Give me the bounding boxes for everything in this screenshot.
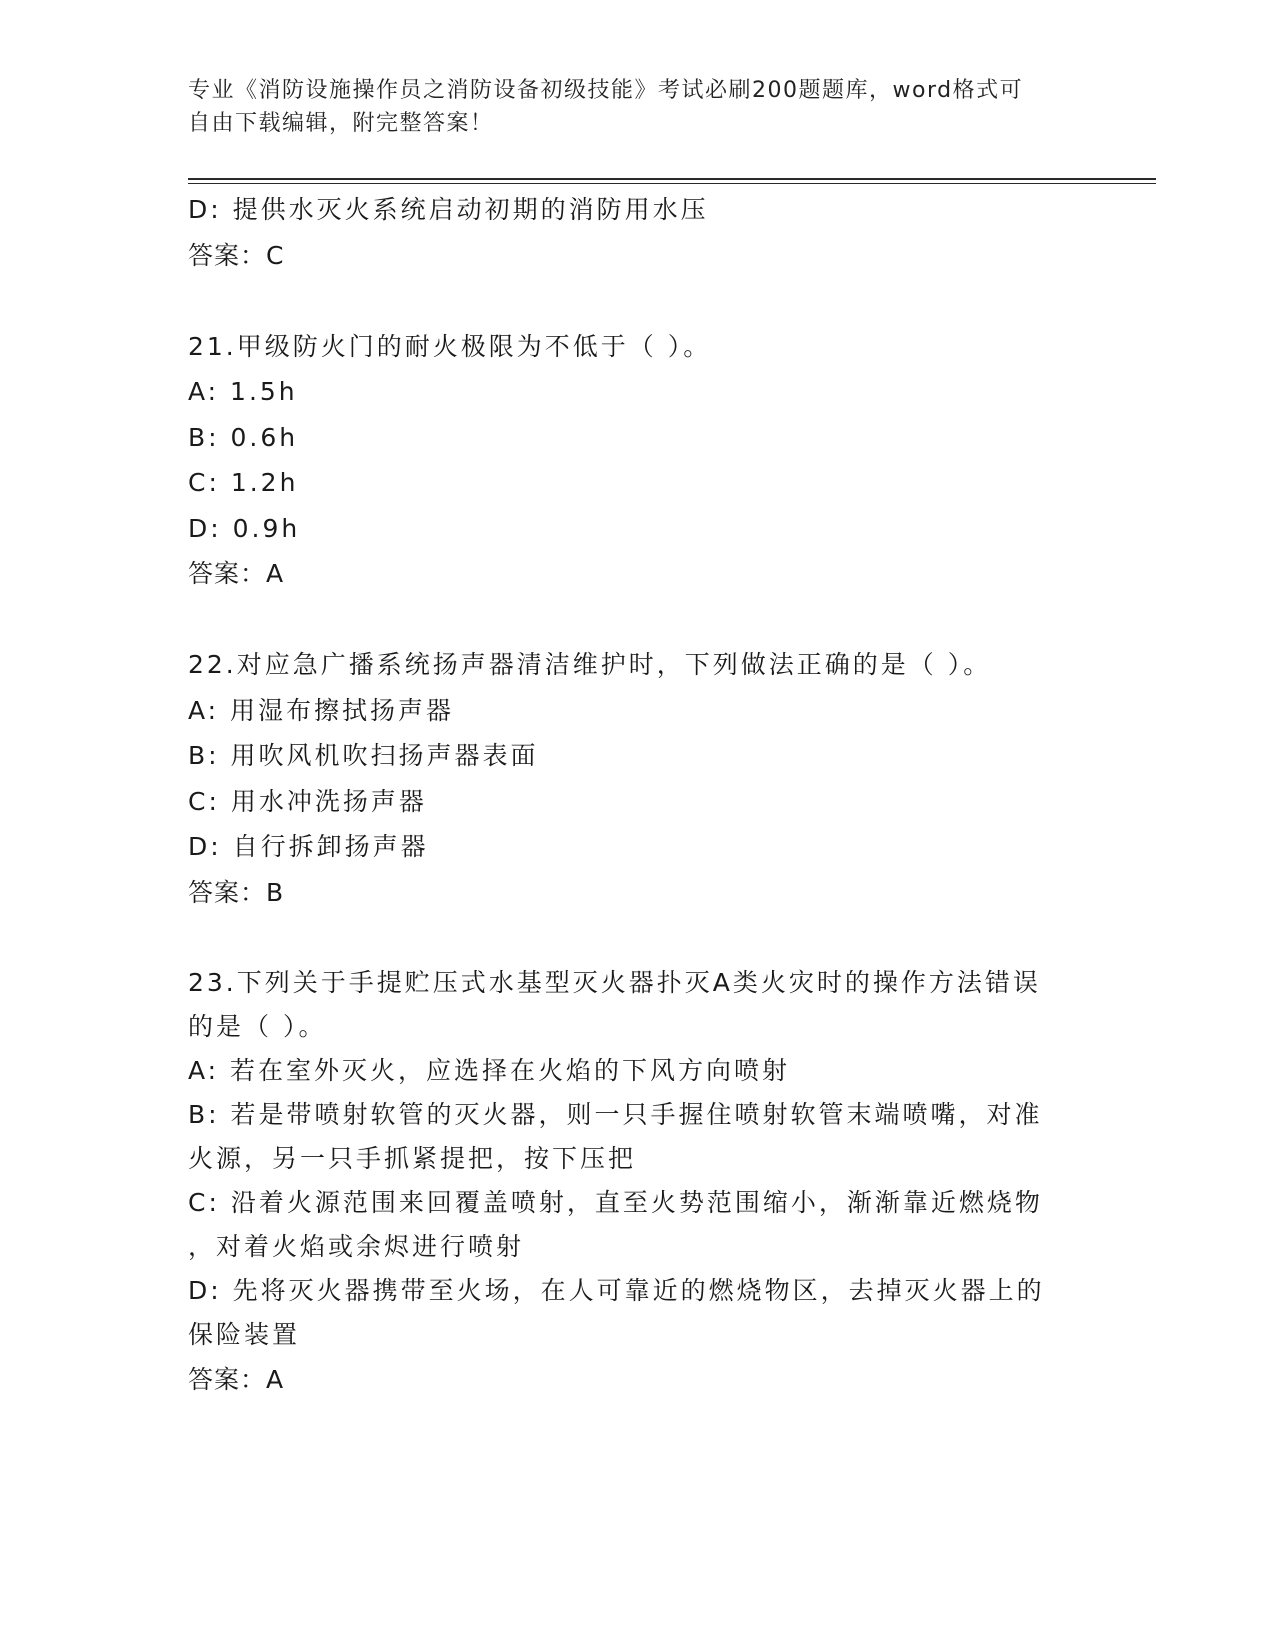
option-c-line-1: C: 沿着火源范围来回覆盖喷射，直至火势范围缩小，渐渐靠近燃烧物 — [188, 1187, 1043, 1217]
answer: 答案：A — [188, 559, 285, 588]
option-b-line-2: 火源，另一只手抓紧提把，按下压把 — [188, 1143, 637, 1173]
spacer — [188, 915, 1088, 961]
question-stem: 21.甲级防火门的耐火极限为不低于（ ）。 — [188, 331, 712, 361]
option-d: D: 提供水灭火系统启动初期的消防用水压 — [188, 195, 709, 224]
question-22 — [188, 642, 1088, 915]
question-stem-line-2: 的是（ ）。 — [188, 1011, 327, 1041]
answer: 答案：B — [188, 877, 285, 907]
option-a: A: 用湿布擦拭扬声器 — [188, 695, 455, 725]
header-line-2: 自由下载编辑，附完整答案！ — [188, 111, 494, 136]
option-d-line-2: 保险装置 — [188, 1319, 301, 1349]
option-c: C: 用水冲洗扬声器 — [188, 786, 427, 816]
option-d: D: 自行拆卸扬声器 — [188, 832, 429, 861]
question-20-continued — [188, 187, 1088, 278]
spacer — [188, 278, 1088, 324]
option-c: C: 1.2h — [188, 468, 299, 497]
question-stem: 22.对应急广播系统扬声器清洁维护时，下列做法正确的是（ ）。 — [188, 650, 992, 679]
option-b: B: 0.6h — [188, 422, 299, 452]
option-a: A: 若在室外灭火，应选择在火焰的下风方向喷射 — [188, 1055, 791, 1085]
option-b: B: 用吹风机吹扫扬声器表面 — [188, 741, 539, 770]
option-a: A: 1.5h — [188, 377, 298, 406]
spacer — [188, 597, 1088, 643]
option-c-line-2: ，对着火焰或余烬进行喷射 — [188, 1231, 525, 1261]
option-d-line-1: D: 先将灭火器携带至火场，在人可靠近的燃烧物区，去掉灭火器上的 — [188, 1275, 1045, 1305]
header-rule-thick — [188, 178, 1156, 180]
header-line-1: 专业《消防设施操作员之消防设备初级技能》考试必刷200题题库，word格式可 — [188, 78, 1024, 103]
header-rule-thin — [188, 183, 1156, 184]
option-b-line-1: B: 若是带喷射软管的灭火器，则一只手握住喷射软管末端喷嘴，对准 — [188, 1099, 1043, 1129]
document-header — [188, 74, 1068, 140]
question-list — [188, 187, 1088, 1402]
option-d: D: 0.9h — [188, 513, 301, 543]
question-stem-line-1: 23.下列关于手提贮压式水基型灭火器扑灭A类火灾时的操作方法错误 — [188, 967, 1041, 997]
question-21 — [188, 324, 1088, 597]
answer: 答案：A — [188, 1364, 285, 1394]
answer: 答案：C — [188, 240, 285, 270]
question-23 — [188, 961, 1088, 1403]
